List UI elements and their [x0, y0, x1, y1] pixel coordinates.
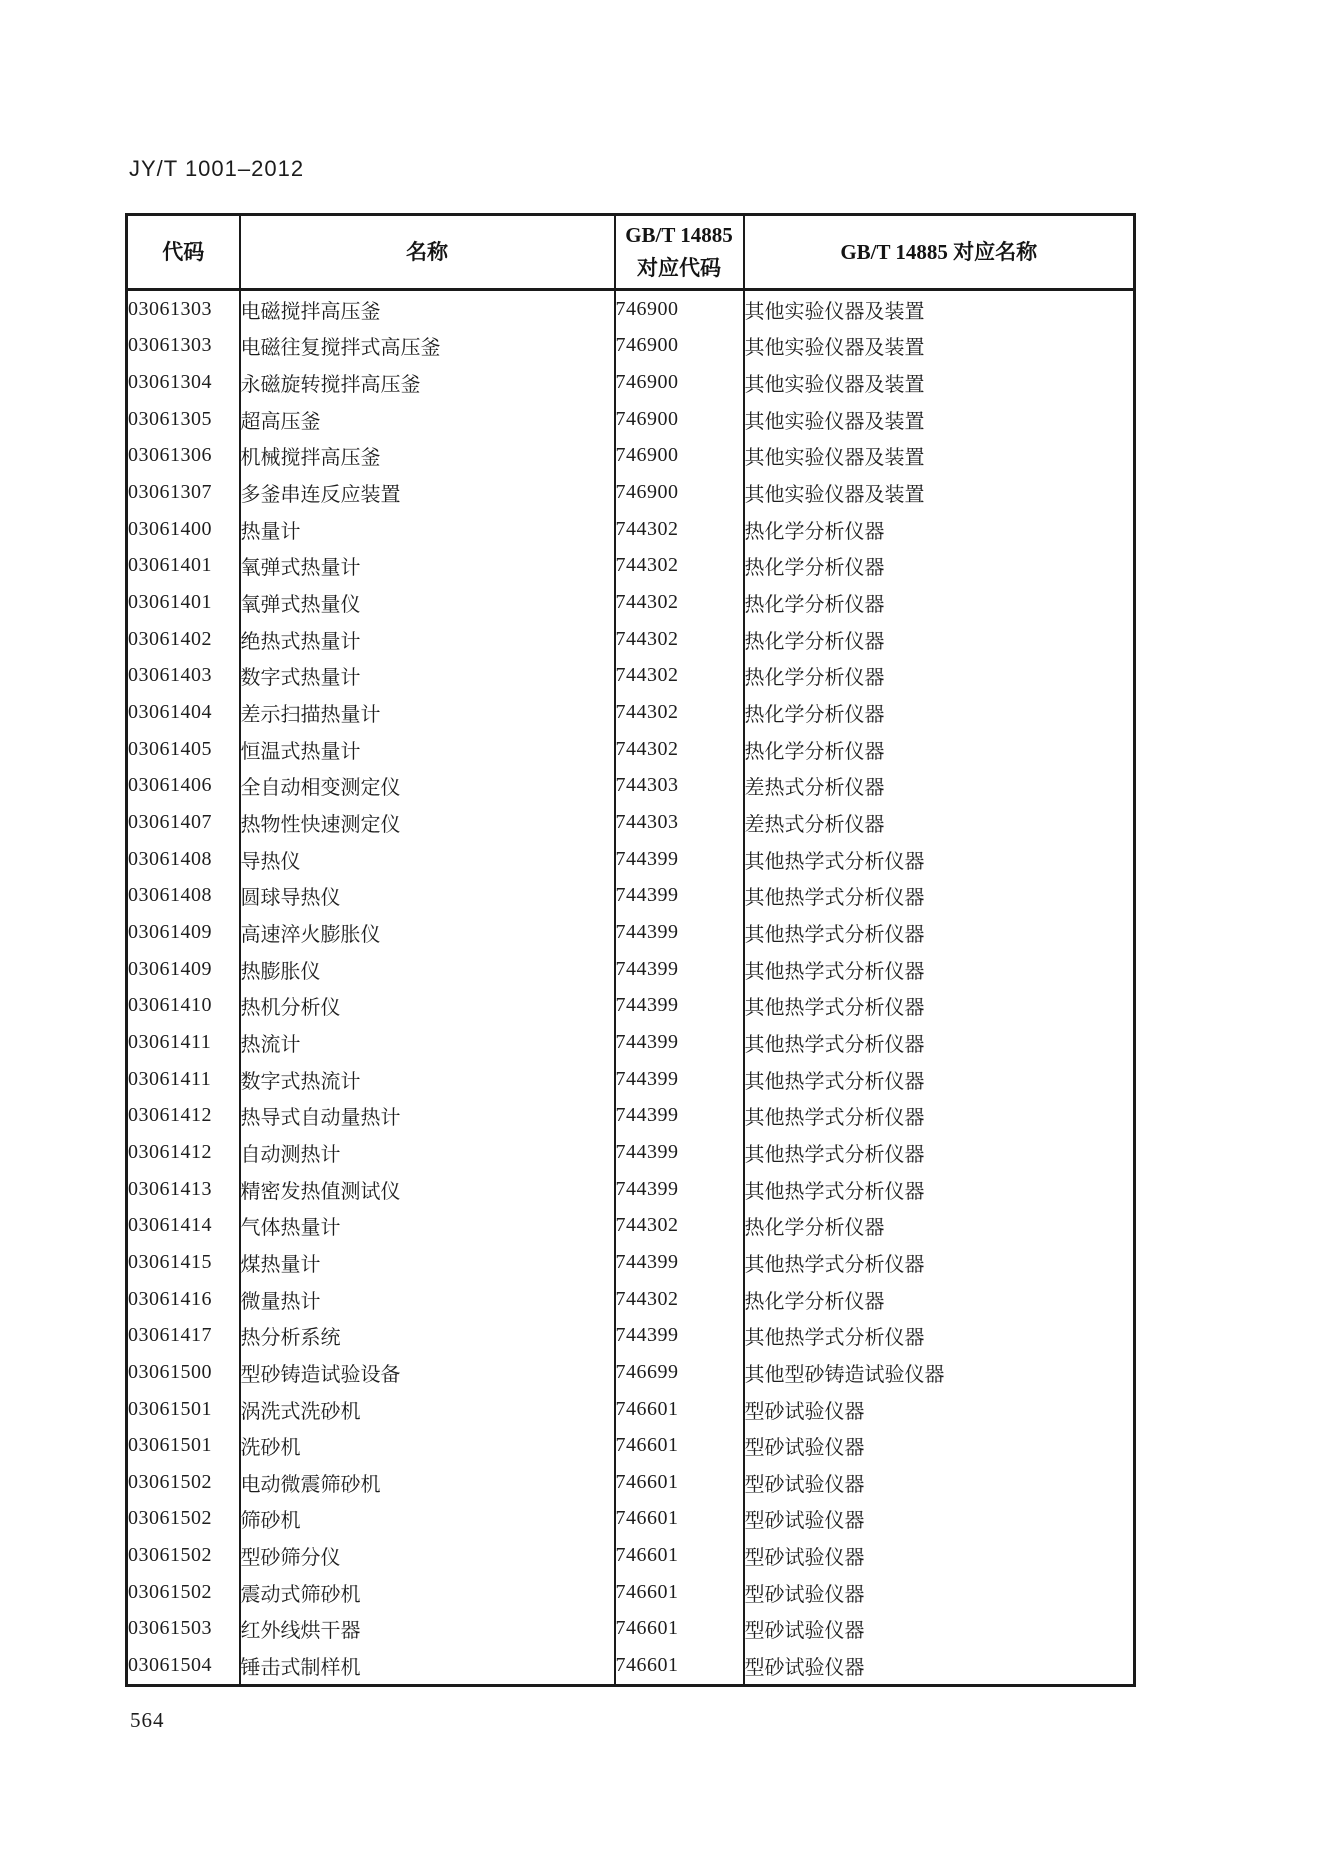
table-row: [127, 1097, 1135, 1134]
table-row: [127, 987, 1135, 1024]
table-row: [127, 364, 1135, 401]
row-gbt-code-cell: 744399: [615, 1024, 744, 1061]
row-name-cell: 热量计: [240, 511, 615, 548]
row-gbt-code-cell: 744399: [615, 1317, 744, 1354]
row-gbt-name-cell: 其他热学式分析仪器: [744, 1253, 925, 1276]
row-code-cell: 03061412: [127, 1097, 240, 1134]
row-code-cell: 03061501: [127, 1391, 240, 1428]
table-row: [127, 1537, 1135, 1574]
table-row: [127, 1391, 1135, 1428]
row-gbt-name-cell: 其他热学式分析仪器: [744, 997, 925, 1020]
row-gbt-code-cell: 746900: [615, 474, 744, 511]
row-gbt-code-cell: 746900: [615, 401, 744, 438]
row-gbt-code-cell: 744302: [615, 511, 744, 548]
row-code-cell: 03061305: [127, 401, 240, 438]
row-code-cell: 03061503: [127, 1611, 240, 1648]
table-row: [127, 1171, 1135, 1208]
table-row: [127, 290, 1135, 328]
row-name-cell: 涡洗式洗砂机: [240, 1391, 615, 1428]
row-name-cell: 热膨胀仪: [240, 951, 615, 988]
row-name-cell: 精密发热值测试仪: [240, 1171, 615, 1208]
row-gbt-code-cell: 744399: [615, 1061, 744, 1098]
row-gbt-code-cell: 746900: [615, 364, 744, 401]
row-gbt-code-cell: 744399: [615, 841, 744, 878]
row-code-cell: 03061304: [127, 364, 240, 401]
row-code-cell: 03061406: [127, 768, 240, 805]
row-name-cell: 永磁旋转搅拌高压釜: [240, 364, 615, 401]
row-name-cell: 热分析系统: [240, 1317, 615, 1354]
row-gbt-code-cell: 746601: [615, 1464, 744, 1501]
row-code-cell: 03061413: [127, 1171, 240, 1208]
row-name-cell: 气体热量计: [240, 1207, 615, 1244]
table-row: [127, 621, 1135, 658]
row-code-cell: 03061409: [127, 914, 240, 951]
row-gbt-name-cell: 型砂试验仪器: [744, 1437, 865, 1460]
table-row: [127, 328, 1135, 365]
row-gbt-name-cell: 型砂试验仪器: [744, 1657, 865, 1680]
table-row: [127, 731, 1135, 768]
row-code-cell: 03061401: [127, 548, 240, 585]
row-gbt-name-cell: 热化学分析仪器: [744, 667, 885, 690]
row-gbt-code-cell: 744399: [615, 987, 744, 1024]
table-row: [127, 914, 1135, 951]
row-gbt-name-cell: 型砂试验仪器: [744, 1547, 865, 1570]
row-gbt-code-cell: 744302: [615, 1207, 744, 1244]
row-gbt-code-cell: 744399: [615, 951, 744, 988]
table-row: [127, 951, 1135, 988]
row-gbt-name-cell: 其他热学式分析仪器: [744, 1107, 925, 1130]
row-gbt-name-cell: 型砂试验仪器: [744, 1400, 865, 1423]
row-name-cell: 锤击式制样机: [240, 1647, 615, 1685]
row-gbt-name-cell: 热化学分析仪器: [744, 630, 885, 653]
column-header-code: 代码: [127, 215, 240, 290]
table-header-row: [127, 215, 1135, 290]
row-gbt-code-cell: 744302: [615, 731, 744, 768]
row-gbt-code-cell: 744302: [615, 1281, 744, 1318]
row-name-cell: 热机分析仪: [240, 987, 615, 1024]
column-header-gbt-code-line1: GB/T 14885: [625, 223, 733, 247]
row-code-cell: 03061408: [127, 841, 240, 878]
row-name-cell: 自动测热计: [240, 1134, 615, 1171]
table-row: [127, 1427, 1135, 1464]
row-gbt-code-cell: 744302: [615, 621, 744, 658]
row-name-cell: 震动式筛砂机: [240, 1574, 615, 1611]
row-gbt-code-cell: 744399: [615, 914, 744, 951]
column-header-gbt-code-line2: 对应代码: [637, 256, 721, 280]
row-code-cell: 03061415: [127, 1244, 240, 1281]
row-gbt-name-cell: 差热式分析仪器: [744, 814, 885, 837]
row-name-cell: 型砂筛分仪: [240, 1537, 615, 1574]
table-row: [127, 1647, 1135, 1685]
row-gbt-code-cell: 744399: [615, 1171, 744, 1208]
table-row: [127, 1134, 1135, 1171]
table-row: [127, 841, 1135, 878]
row-code-cell: 03061409: [127, 951, 240, 988]
row-code-cell: 03061504: [127, 1647, 240, 1685]
row-gbt-name-cell: 其他热学式分析仪器: [744, 960, 925, 983]
table-row: [127, 584, 1135, 621]
row-name-cell: 差示扫描热量计: [240, 694, 615, 731]
row-name-cell: 煤热量计: [240, 1244, 615, 1281]
row-name-cell: 绝热式热量计: [240, 621, 615, 658]
row-code-cell: 03061403: [127, 658, 240, 695]
row-name-cell: 高速淬火膨胀仪: [240, 914, 615, 951]
row-name-cell: 超高压釜: [240, 401, 615, 438]
table-row: [127, 511, 1135, 548]
row-gbt-name-cell: 其他实验仪器及装置: [744, 337, 925, 360]
row-code-cell: 03061405: [127, 731, 240, 768]
row-code-cell: 03061500: [127, 1354, 240, 1391]
table-row: [127, 1061, 1135, 1098]
row-gbt-name-cell: 热化学分析仪器: [744, 557, 885, 580]
table-row: [127, 474, 1135, 511]
row-gbt-code-cell: 744302: [615, 548, 744, 585]
row-gbt-name-cell: 热化学分析仪器: [744, 1290, 885, 1313]
row-code-cell: 03061307: [127, 474, 240, 511]
row-gbt-code-cell: 746900: [615, 290, 744, 328]
row-name-cell: 氧弹式热量计: [240, 548, 615, 585]
row-name-cell: 洗砂机: [240, 1427, 615, 1464]
row-name-cell: 电磁搅拌高压釜: [240, 290, 615, 328]
table-row: [127, 401, 1135, 438]
row-name-cell: 恒温式热量计: [240, 731, 615, 768]
row-name-cell: 微量热计: [240, 1281, 615, 1318]
row-name-cell: 圆球导热仪: [240, 878, 615, 915]
row-code-cell: 03061303: [127, 328, 240, 365]
table-row: [127, 658, 1135, 695]
row-gbt-code-cell: 744303: [615, 768, 744, 805]
row-code-cell: 03061502: [127, 1574, 240, 1611]
row-gbt-code-cell: 744303: [615, 804, 744, 841]
row-code-cell: 03061411: [127, 1024, 240, 1061]
row-name-cell: 电动微震筛砂机: [240, 1464, 615, 1501]
row-gbt-name-cell: 型砂试验仪器: [744, 1583, 865, 1606]
row-gbt-code-cell: 746601: [615, 1537, 744, 1574]
row-gbt-code-cell: 744399: [615, 1134, 744, 1171]
table-row: [127, 548, 1135, 585]
row-gbt-code-cell: 746601: [615, 1427, 744, 1464]
row-code-cell: 03061414: [127, 1207, 240, 1244]
row-gbt-name-cell: 其他实验仪器及装置: [744, 410, 925, 433]
row-name-cell: 型砂铸造试验设备: [240, 1354, 615, 1391]
row-gbt-name-cell: 其他热学式分析仪器: [744, 1327, 925, 1350]
table-row: [127, 1354, 1135, 1391]
row-code-cell: 03061400: [127, 511, 240, 548]
row-gbt-name-cell: 型砂试验仪器: [744, 1510, 865, 1533]
row-gbt-code-cell: 744302: [615, 658, 744, 695]
row-name-cell: 数字式热流计: [240, 1061, 615, 1098]
row-gbt-code-cell: 746601: [615, 1501, 744, 1538]
row-gbt-name-cell: 型砂试验仪器: [744, 1473, 865, 1496]
row-name-cell: 热物性快速测定仪: [240, 804, 615, 841]
row-gbt-name-cell: 其他热学式分析仪器: [744, 1070, 925, 1093]
column-header-name: 名称: [240, 215, 615, 290]
table-row: [127, 1244, 1135, 1281]
row-name-cell: 全自动相变测定仪: [240, 768, 615, 805]
row-gbt-name-cell: 其他热学式分析仪器: [744, 1180, 925, 1203]
row-gbt-code-cell: 746601: [615, 1574, 744, 1611]
row-name-cell: 氧弹式热量仪: [240, 584, 615, 621]
row-gbt-name-cell: 热化学分析仪器: [744, 520, 885, 543]
row-gbt-name-cell: 其他型砂铸造试验仪器: [744, 1363, 945, 1386]
row-gbt-name-cell: 热化学分析仪器: [744, 704, 885, 727]
row-code-cell: 03061411: [127, 1061, 240, 1098]
row-code-cell: 03061404: [127, 694, 240, 731]
row-gbt-code-cell: 746601: [615, 1647, 744, 1685]
row-gbt-name-cell: 其他热学式分析仪器: [744, 1143, 925, 1166]
row-gbt-code-cell: 744399: [615, 878, 744, 915]
table-row: [127, 1574, 1135, 1611]
table-row: [127, 1501, 1135, 1538]
table-row: [127, 438, 1135, 475]
row-name-cell: 电磁往复搅拌式高压釜: [240, 328, 615, 365]
row-gbt-code-cell: 746699: [615, 1354, 744, 1391]
row-gbt-code-cell: 744399: [615, 1244, 744, 1281]
row-code-cell: 03061410: [127, 987, 240, 1024]
row-gbt-name-cell: 其他热学式分析仪器: [744, 1033, 925, 1056]
column-header-gbt-name: GB/T 14885 对应名称: [744, 215, 1135, 290]
table-row: [127, 694, 1135, 731]
table-row: [127, 1611, 1135, 1648]
table-row: [127, 1024, 1135, 1061]
row-code-cell: 03061502: [127, 1501, 240, 1538]
table-body: [127, 290, 1135, 1686]
column-header-gbt-code: [615, 215, 744, 290]
row-code-cell: 03061306: [127, 438, 240, 475]
row-code-cell: 03061416: [127, 1281, 240, 1318]
row-name-cell: 导热仪: [240, 841, 615, 878]
row-name-cell: 筛砂机: [240, 1501, 615, 1538]
row-code-cell: 03061417: [127, 1317, 240, 1354]
row-code-cell: 03061412: [127, 1134, 240, 1171]
page-number: 564: [130, 1708, 165, 1732]
row-gbt-name-cell: 热化学分析仪器: [744, 1217, 885, 1240]
row-name-cell: 热流计: [240, 1024, 615, 1061]
table-row: [127, 804, 1135, 841]
row-gbt-name-cell: 其他热学式分析仪器: [744, 850, 925, 873]
standard-number-title: JY/T 1001–2012: [129, 156, 305, 181]
row-code-cell: 03061502: [127, 1537, 240, 1574]
row-gbt-name-cell: 其他实验仪器及装置: [744, 484, 925, 507]
row-code-cell: 03061402: [127, 621, 240, 658]
row-gbt-name-cell: 其他热学式分析仪器: [744, 887, 925, 910]
row-name-cell: 机械搅拌高压釜: [240, 438, 615, 475]
row-gbt-code-cell: 746601: [615, 1391, 744, 1428]
row-code-cell: 03061408: [127, 878, 240, 915]
row-name-cell: 红外线烘干器: [240, 1611, 615, 1648]
row-gbt-name-cell: 其他实验仪器及装置: [744, 300, 925, 323]
row-gbt-name-cell: 型砂试验仪器: [744, 1620, 865, 1643]
row-code-cell: 03061303: [127, 290, 240, 328]
row-gbt-code-cell: 744399: [615, 1097, 744, 1134]
table-row: [127, 768, 1135, 805]
row-code-cell: 03061501: [127, 1427, 240, 1464]
row-name-cell: 数字式热量计: [240, 658, 615, 695]
row-gbt-name-cell: 其他实验仪器及装置: [744, 374, 925, 397]
row-gbt-code-cell: 746601: [615, 1611, 744, 1648]
table-row: [127, 1281, 1135, 1318]
row-gbt-name-cell: 差热式分析仪器: [744, 777, 885, 800]
row-gbt-name-cell: 其他实验仪器及装置: [744, 447, 925, 470]
row-code-cell: 03061401: [127, 584, 240, 621]
row-gbt-name-cell: 其他热学式分析仪器: [744, 923, 925, 946]
row-gbt-name-cell: 热化学分析仪器: [744, 594, 885, 617]
code-mapping-table: [125, 213, 1136, 1687]
row-gbt-code-cell: 744302: [615, 694, 744, 731]
row-gbt-code-cell: 744302: [615, 584, 744, 621]
row-name-cell: 热导式自动量热计: [240, 1097, 615, 1134]
row-name-cell: 多釜串连反应装置: [240, 474, 615, 511]
row-gbt-code-cell: 746900: [615, 438, 744, 475]
table-row: [127, 1207, 1135, 1244]
row-gbt-name-cell: 热化学分析仪器: [744, 740, 885, 763]
row-code-cell: 03061502: [127, 1464, 240, 1501]
table-row: [127, 1317, 1135, 1354]
table-row: [127, 1464, 1135, 1501]
row-gbt-code-cell: 746900: [615, 328, 744, 365]
row-code-cell: 03061407: [127, 804, 240, 841]
table-row: [127, 878, 1135, 915]
